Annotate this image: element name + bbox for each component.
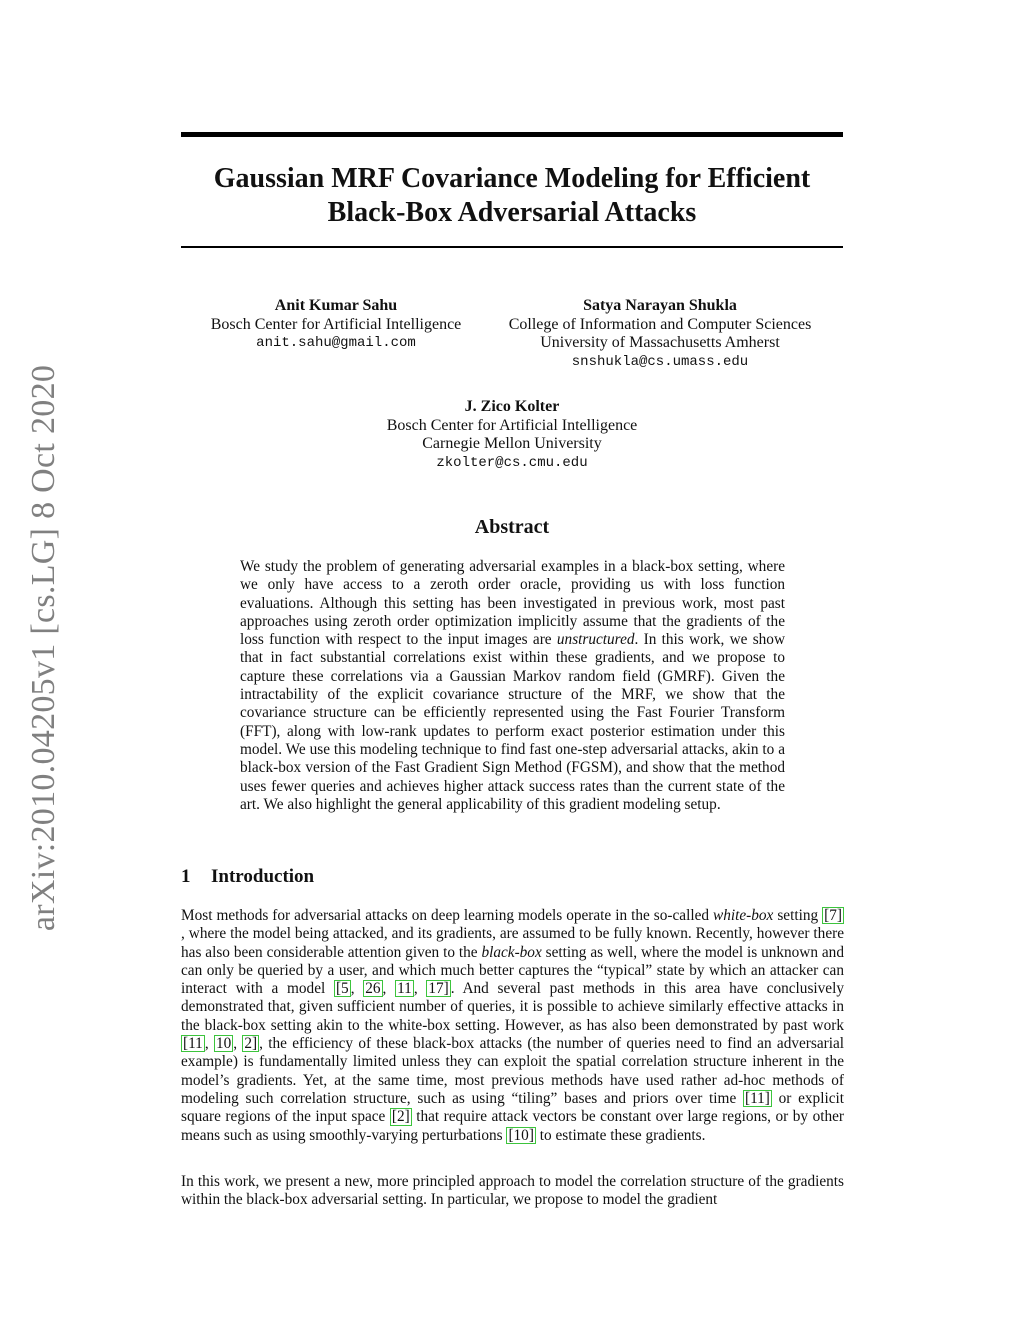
- author-name: J. Zico Kolter: [464, 398, 560, 415]
- citation-link[interactable]: 10: [215, 1035, 232, 1053]
- author-email[interactable]: zkolter@cs.cmu.edu: [436, 454, 588, 471]
- author-affiliation: Bosch Center for Artificial Intelligence: [210, 315, 462, 333]
- paper-title: [181, 162, 843, 230]
- citation-link[interactable]: [10]: [508, 1126, 534, 1144]
- section-number: 1: [181, 866, 191, 887]
- citation-link[interactable]: [11: [183, 1035, 203, 1053]
- citation-link[interactable]: [2]: [391, 1108, 410, 1126]
- author-block-2: [495, 297, 825, 371]
- author-affiliation: Carnegie Mellon University: [422, 435, 602, 452]
- abstract-text-part: We study the problem of generating adversarial examples in a black-box setting, where we only have access to a zeroth order oracle, providing us with loss function evaluations. Although this setting has been investigated in previous work, most past approaches using zeroth order optimization implicitly assume that the gradients of the loss function with respect to the input images are: [240, 558, 785, 649]
- title-line-2: Black-Box Adversarial Attacks: [327, 197, 697, 228]
- author-name: Satya Narayan Shukla: [583, 297, 737, 314]
- text: to estimate these gradients.: [535, 1126, 706, 1144]
- citation-link[interactable]: 26: [365, 980, 381, 998]
- author-affiliation: Bosch Center for Artificial Intelligence: [386, 416, 638, 434]
- emphasis: white-box: [713, 907, 774, 924]
- author-email[interactable]: snshukla@cs.umass.edu: [571, 353, 749, 370]
- abstract-heading: Abstract: [474, 516, 550, 538]
- text: , the efficiency of these black-box attacks (the number of queries need to find an adversarial example) is fundamentally limited unless they can exploit the spatial correlation structure inherent in the model’s gradients. Yet, at the same time, most previous methods have used rather ad-hoc methods of modeling such correlation structure, such as using “tiling” bases and priors over time: [181, 1035, 844, 1107]
- author-affiliation: College of Information and Computer Sciences: [508, 315, 812, 333]
- author-block-3: [362, 398, 662, 472]
- citation-link[interactable]: 11: [397, 980, 412, 998]
- citation-link[interactable]: 17]: [428, 980, 449, 998]
- author-block-1: [196, 297, 476, 353]
- abstract-text-part: . In this work, we show that in fact substantial correlations exist within these gradients, and we propose to capture these correlations via a Gaussian Markov random field (GMRF). Given the intractability of the explicit covariance structure of the MRF, we show that the covariance structure can be efficiently represented using the Fast Fourier Transform (FFT), along with low-rank updates to perform exact posterior estimation under this model. We use this modeling technique to find fast one-step adversarial attacks, akin to a black-box version of the Fast Gradient Sign Method (FGSM), and show that the method uses fewer queries and achieves higher attack success rates than the current state of the art. We also highlight the general applicability of this gradient modeling setup.: [240, 631, 785, 813]
- citation-link[interactable]: [7]: [824, 907, 842, 924]
- author-email[interactable]: anit.sahu@gmail.com: [256, 335, 416, 351]
- emphasis: black-box: [481, 943, 542, 961]
- author-affiliation: University of Massachusetts Amherst: [540, 334, 780, 351]
- text: Most methods for adversarial attacks on deep learning models operate in the so-called: [181, 907, 714, 924]
- text: . And several past methods in this area have conclusively demonstrated that, given sufficient number of queries, it is possible to achieve similarly effective attacks in the black-box setting akin to the white-box setting. However, as has also been demonstrated by past work: [181, 980, 844, 1034]
- title-top-rule: [181, 132, 843, 137]
- abstract-emphasis: unstructured: [556, 631, 635, 649]
- citation-link[interactable]: [5: [335, 980, 349, 998]
- text: or explicit square regions of the input space: [181, 1089, 844, 1126]
- author-name: Anit Kumar Sahu: [274, 297, 398, 314]
- citation-link[interactable]: 2]: [244, 1035, 258, 1053]
- section-heading-introduction: [181, 866, 314, 888]
- abstract-body: [240, 558, 785, 814]
- citation-link[interactable]: [11]: [744, 1089, 770, 1107]
- text: setting as well, where the model is unknown and can only be queried by a user, and which much better captures the “typical” state by which an attacker can interact with a model: [181, 943, 844, 998]
- arxiv-identifier: arXiv:2010.04205v1 [cs.LG] 8 Oct 2020: [25, 364, 62, 932]
- text: setting: [773, 907, 823, 924]
- title-line-1: Gaussian MRF Covariance Modeling for Efficient: [213, 163, 811, 194]
- intro-paragraph-2: In this work, we present a new, more principled approach to model the correlation structure of the gradients within the black-box adversarial setting. In particular, we propose to model the gradient: [181, 1173, 844, 1209]
- text: that require attack vectors be constant over large regions, or by other means such as using smoothly-varying perturbations: [181, 1108, 844, 1144]
- text: , where the model being attacked, and its gradients, are assumed to be fully known. Recently, however there has also been considerable attention given to the: [181, 925, 844, 961]
- title-bottom-rule: [181, 246, 843, 248]
- intro-paragraph-1: Most methods for adversarial attacks on deep learning models operate in the so-called white-box setting [7], where the model being attacked, and its gradients, are assumed to be fully known. Recently, however there has also been considerable attention given to the black-box setting as well, where the model is unknown and can only be queried by a user, and which much better captures the “typical” state by which an attacker can interact with a model [5 , 26 , 11 , 17] . And several past methods in this area have conclusively demonstrated that, given sufficient number of queries, it is possible to achieve similarly effective attacks in the black-box setting akin to the white-box setting. However, as has also been demonstrated by past work [11 , 10 , 2] , the efficiency of these black-box attacks (the number of queries need to find an adversarial example) is fundamentally limited unless they can exploit the spatial correlation structure inherent in the model’s gradients. Yet, at the same time, most previous methods have used rather ad-hoc methods of modeling such correlation structure, such as using “tiling” bases and priors over time [11] or explicit square regions of the input space [2] that require attack vectors be constant over large regions, or by other means such as using smoothly-varying perturbations [10] to estimate these gradients.: [181, 907, 844, 1144]
- section-title: Introduction: [211, 866, 315, 887]
